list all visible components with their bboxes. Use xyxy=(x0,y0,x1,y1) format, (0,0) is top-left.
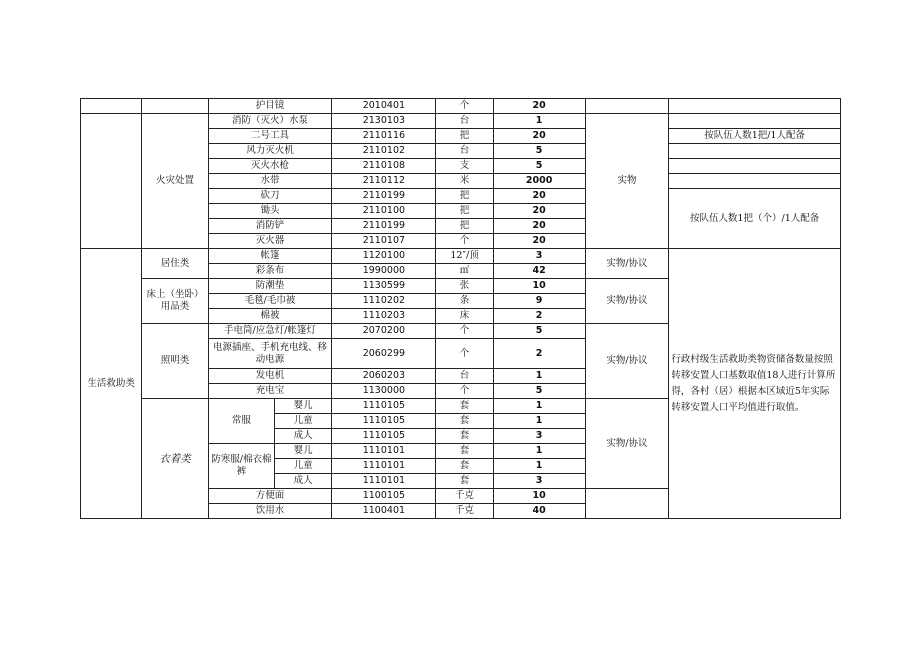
item-name: 锄头 xyxy=(208,204,332,219)
item-name: 毛毯/毛巾被 xyxy=(208,294,332,309)
item-quantity: 20 xyxy=(493,189,585,204)
item-unit: 套 xyxy=(436,444,493,459)
group-lighting: 照明类 xyxy=(142,324,208,399)
item-unit: 台 xyxy=(436,369,493,384)
item-quantity: 10 xyxy=(493,489,585,504)
item-unit: 套 xyxy=(436,459,493,474)
item-quantity: 1 xyxy=(493,114,585,129)
item-code: 2110102 xyxy=(332,144,436,159)
item-unit: 张 xyxy=(436,279,493,294)
item-name: 砍刀 xyxy=(208,189,332,204)
item-name: 防潮垫 xyxy=(208,279,332,294)
item-unit: 千克 xyxy=(436,489,493,504)
item-name: 成人 xyxy=(275,474,332,489)
table-row xyxy=(81,249,841,264)
item-code: 1110203 xyxy=(332,309,436,324)
item-quantity: 5 xyxy=(493,384,585,399)
group-fire-disposal: 火灾处置 xyxy=(142,114,208,249)
item-unit: 个 xyxy=(436,339,493,369)
item-name: 风力灭火机 xyxy=(208,144,332,159)
item-quantity: 9 xyxy=(493,294,585,309)
item-unit: 把 xyxy=(436,204,493,219)
item-unit: ㎡ xyxy=(436,264,493,279)
note-per-person-tool: 按队伍人数1把/1人配备 xyxy=(669,129,841,144)
item-quantity: 20 xyxy=(493,204,585,219)
item-name: 发电机 xyxy=(208,369,332,384)
item-code: 1110105 xyxy=(332,414,436,429)
form-physical-agreement: 实物/协议 xyxy=(585,249,669,279)
item-quantity: 42 xyxy=(493,264,585,279)
item-code: 1990000 xyxy=(332,264,436,279)
item-code: 2070200 xyxy=(332,324,436,339)
form-physical-agreement: 实物/协议 xyxy=(585,324,669,399)
item-name: 护目镜 xyxy=(208,99,332,114)
form-cell-empty xyxy=(585,99,669,114)
item-quantity: 5 xyxy=(493,159,585,174)
item-code: 2110108 xyxy=(332,159,436,174)
item-quantity: 3 xyxy=(493,249,585,264)
item-name: 消防（灭火）水泵 xyxy=(208,114,332,129)
table-row xyxy=(81,114,841,129)
item-code: 2010401 xyxy=(332,99,436,114)
group-housing: 居住类 xyxy=(142,249,208,279)
note-cell-empty xyxy=(669,114,841,129)
item-code: 1100401 xyxy=(332,504,436,519)
item-quantity: 40 xyxy=(493,504,585,519)
item-name: 电源插座、手机充电线、移动电源 xyxy=(208,339,332,369)
item-unit: 把 xyxy=(436,129,493,144)
item-code: 2060299 xyxy=(332,339,436,369)
note-cell-empty xyxy=(669,99,841,114)
item-code: 2110199 xyxy=(332,219,436,234)
item-name: 灭火器 xyxy=(208,234,332,249)
item-name: 儿童 xyxy=(275,414,332,429)
item-code: 1110105 xyxy=(332,399,436,414)
item-code: 1110105 xyxy=(332,429,436,444)
note-cell-empty xyxy=(669,159,841,174)
item-code: 2060203 xyxy=(332,369,436,384)
group-cold-wear: 防寒服/棉衣棉裤 xyxy=(208,444,274,489)
item-unit: 个 xyxy=(436,324,493,339)
item-quantity: 20 xyxy=(493,129,585,144)
note-cell-empty xyxy=(669,144,841,159)
item-quantity: 5 xyxy=(493,144,585,159)
item-quantity: 1 xyxy=(493,444,585,459)
item-unit: 个 xyxy=(436,99,493,114)
item-unit: 把 xyxy=(436,189,493,204)
item-code: 1110101 xyxy=(332,474,436,489)
item-code: 2110100 xyxy=(332,204,436,219)
subcategory-cell-empty xyxy=(142,99,208,114)
item-code: 1130000 xyxy=(332,384,436,399)
item-unit: 个 xyxy=(436,234,493,249)
item-name: 彩条布 xyxy=(208,264,332,279)
item-code: 2110107 xyxy=(332,234,436,249)
form-physical-agreement: 实物/协议 xyxy=(585,399,669,489)
group-clothing: 衣着类 xyxy=(142,399,208,519)
category-life-relief: 生活救助类 xyxy=(81,249,142,519)
item-name: 成人 xyxy=(275,429,332,444)
item-quantity: 1 xyxy=(493,399,585,414)
item-unit: 套 xyxy=(436,399,493,414)
item-unit: 12″/顶 xyxy=(436,249,493,264)
item-quantity: 2 xyxy=(493,339,585,369)
item-name: 二号工具 xyxy=(208,129,332,144)
item-name: 儿童 xyxy=(275,459,332,474)
item-name: 婴儿 xyxy=(275,399,332,414)
item-quantity: 20 xyxy=(493,99,585,114)
item-quantity: 20 xyxy=(493,234,585,249)
item-name: 棉被 xyxy=(208,309,332,324)
item-name: 手电筒/应急灯/帐篷灯 xyxy=(208,324,332,339)
note-cell-empty xyxy=(669,174,841,189)
group-daily-wear: 常服 xyxy=(208,399,274,444)
form-physical: 实物 xyxy=(585,114,669,249)
note-life-relief: 行政村级生活救助类物资储备数量按照转移安置人口基数取值18人进行计算所得，各村（居）根据本区域近5年实际转移安置人口平均值进行取值。 xyxy=(669,249,841,519)
item-code: 1110101 xyxy=(332,444,436,459)
item-code: 2130103 xyxy=(332,114,436,129)
item-code: 1110202 xyxy=(332,294,436,309)
item-quantity: 5 xyxy=(493,324,585,339)
table-row xyxy=(81,99,841,114)
item-unit: 台 xyxy=(436,144,493,159)
category-cell-empty xyxy=(81,99,142,114)
item-unit: 套 xyxy=(436,414,493,429)
item-name: 婴儿 xyxy=(275,444,332,459)
reserve-inventory-table xyxy=(80,98,841,519)
item-code: 2110199 xyxy=(332,189,436,204)
form-cell-empty xyxy=(585,489,669,519)
item-quantity: 20 xyxy=(493,219,585,234)
note-per-person-tool-2: 按队伍人数1把（个）/1人配备 xyxy=(669,189,841,249)
item-unit: 把 xyxy=(436,219,493,234)
item-code: 1130599 xyxy=(332,279,436,294)
item-name: 水带 xyxy=(208,174,332,189)
group-bedding: 床上（坐卧）用品类 xyxy=(142,279,208,324)
item-unit: 床 xyxy=(436,309,493,324)
item-name: 灭火水枪 xyxy=(208,159,332,174)
item-code: 1100105 xyxy=(332,489,436,504)
item-unit: 台 xyxy=(436,114,493,129)
item-unit: 个 xyxy=(436,384,493,399)
item-name: 方便面 xyxy=(208,489,332,504)
item-quantity: 2000 xyxy=(493,174,585,189)
item-code: 1120100 xyxy=(332,249,436,264)
item-unit: 套 xyxy=(436,474,493,489)
category-cell-empty xyxy=(81,114,142,249)
item-unit: 支 xyxy=(436,159,493,174)
item-quantity: 1 xyxy=(493,459,585,474)
item-unit: 米 xyxy=(436,174,493,189)
item-unit: 套 xyxy=(436,429,493,444)
item-name: 饮用水 xyxy=(208,504,332,519)
item-name: 帐篷 xyxy=(208,249,332,264)
item-unit: 千克 xyxy=(436,504,493,519)
item-unit: 条 xyxy=(436,294,493,309)
item-quantity: 1 xyxy=(493,414,585,429)
item-quantity: 3 xyxy=(493,474,585,489)
form-physical-agreement: 实物/协议 xyxy=(585,279,669,324)
item-quantity: 1 xyxy=(493,369,585,384)
item-code: 2110116 xyxy=(332,129,436,144)
item-name: 消防铲 xyxy=(208,219,332,234)
item-name: 充电宝 xyxy=(208,384,332,399)
item-quantity: 10 xyxy=(493,279,585,294)
item-code: 1110101 xyxy=(332,459,436,474)
item-quantity: 3 xyxy=(493,429,585,444)
item-code: 2110112 xyxy=(332,174,436,189)
item-quantity: 2 xyxy=(493,309,585,324)
